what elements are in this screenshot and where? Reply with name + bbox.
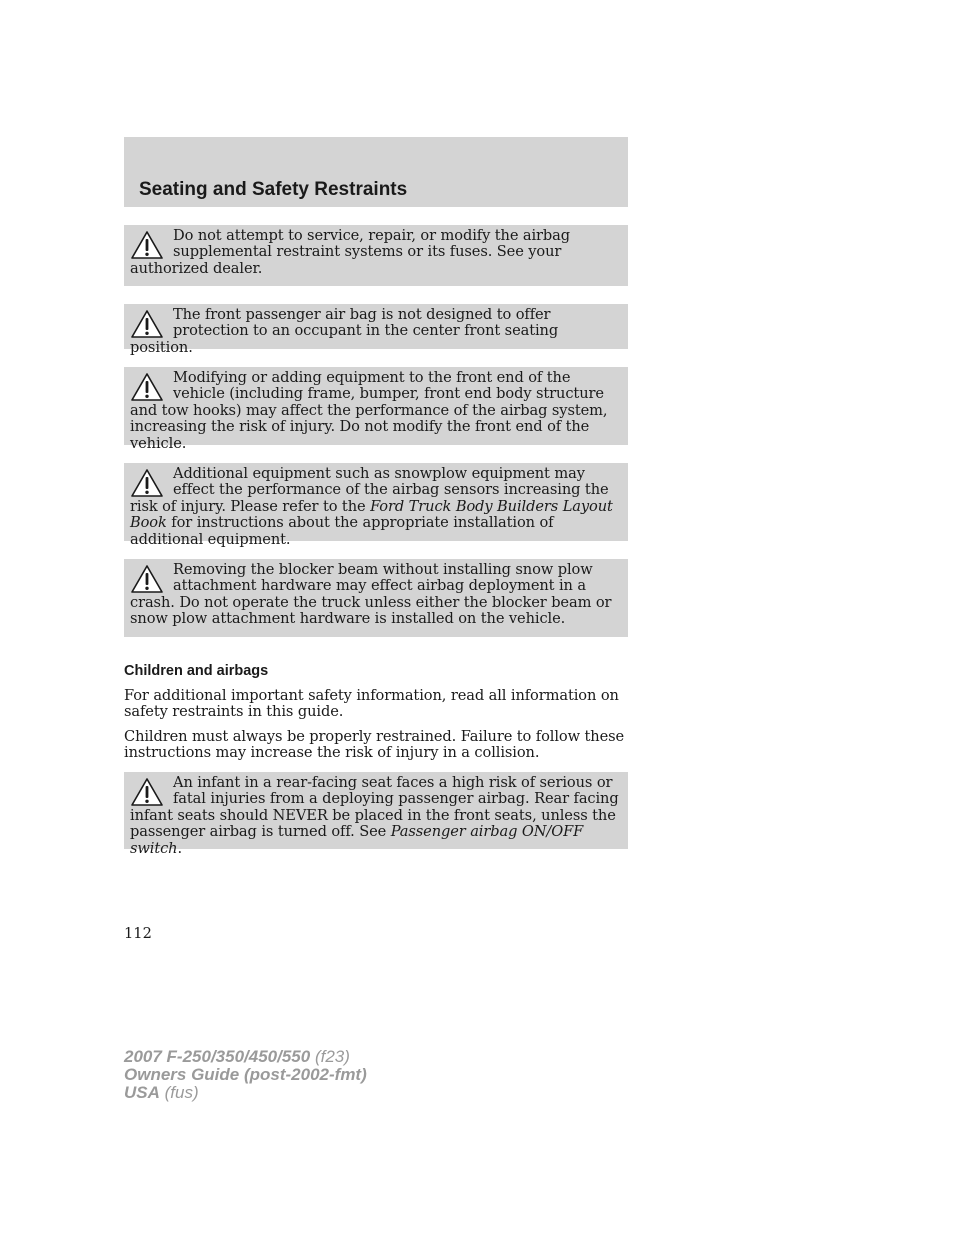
section-title: Seating and Safety Restraints: [139, 179, 408, 200]
warning-box: [124, 772, 628, 857]
warning-text: Modifying or adding equipment to the front end of the vehicle (including frame, bumper, front end body structure and tow hooks) may affect the performance of the airbag system, increasing the risk of injury. Do not modify the front end of the vehicle.: [130, 369, 608, 452]
subheading: Children and airbags: [124, 663, 269, 679]
warning-text: An infant in a rear-facing seat faces a high risk of serious or fatal injuries from a deploying passenger airbag. Rear facing infant seats should NEVER be placed in the front seats, unless the passenger airbag is turned off. See Passenger airbag ON/OFF switch.: [130, 774, 619, 857]
warning-icon: [130, 230, 164, 260]
warning-text: Additional equipment such as snowplow equipment may effect the performance of the airbag sensors increasing the risk of injury. Please refer to the Ford Truck Body Builders Layout Book for instructions about the appropriate installation of additional equipment.: [130, 465, 613, 548]
section-header-band: [124, 137, 628, 207]
warning-box: [124, 463, 628, 548]
warning-box: [124, 225, 628, 286]
body-paragraph: Children must always be properly restrained. Failure to follow these instructions may increase the risk of injury in a collision.: [124, 728, 625, 762]
warning-box: [124, 367, 628, 452]
warning-icon: [130, 372, 164, 402]
footer-line: Owners Guide (post-2002-fmt): [124, 1065, 367, 1084]
footer-line: USA (fus): [124, 1083, 199, 1102]
warning-icon: [130, 468, 164, 498]
body-paragraph: For additional important safety information, read all information on safety restraints in this guide.: [124, 687, 619, 721]
warning-icon: [130, 309, 164, 339]
warning-text: Removing the blocker beam without installing snow plow attachment hardware may effect airbag deployment in a crash. Do not operate the truck unless either the blocker beam or snow plow attachment hardware is installed on the vehicle.: [130, 561, 612, 628]
warning-text: The front passenger air bag is not designed to offer protection to an occupant in the center front seating position.: [130, 306, 559, 356]
cross-reference: Passenger airbag ON/OFF switch: [130, 823, 584, 857]
footer-line: 2007 F-250/350/450/550 (f23): [124, 1047, 350, 1066]
page-number: 112: [124, 925, 152, 942]
footer: [124, 1048, 367, 1102]
warning-icon: [130, 777, 164, 807]
warning-box: [124, 559, 628, 637]
book-reference: Ford Truck Body Builders Layout Book: [130, 497, 613, 532]
warning-box: [124, 304, 628, 356]
warning-text: Do not attempt to service, repair, or modify the airbag supplemental restraint systems or its fuses. See your authorized dealer.: [130, 227, 571, 277]
warning-icon: [130, 564, 164, 594]
